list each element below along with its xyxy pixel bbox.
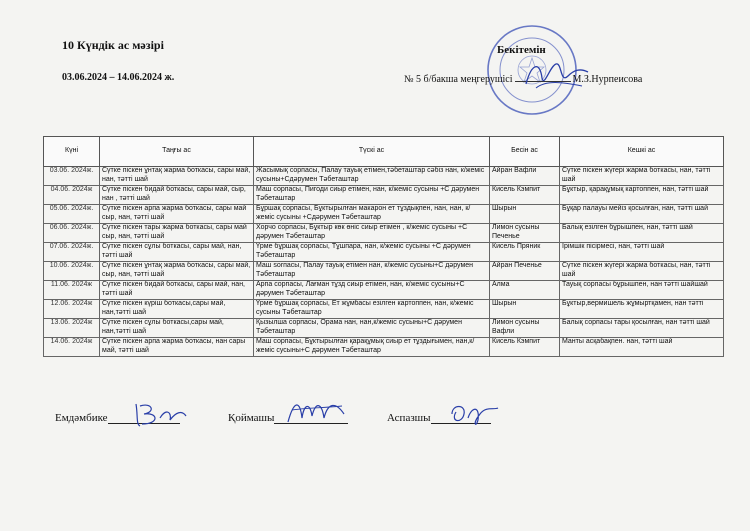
cell-day: 14.06. 2024ж — [44, 338, 100, 357]
cell-lunch: Хорчо сорпасы, Бұктыр көк өніс сиыр етімен , к/жеміс сусыны +С дәрумен Тәбеташтар — [254, 224, 490, 243]
cell-dinner: Балық езілген бұрышпен, нан, тәтті шай — [560, 224, 724, 243]
cell-day: 11.06. 2024ж — [44, 281, 100, 300]
storekeeper-signature — [284, 394, 348, 430]
table-row — [44, 319, 724, 338]
cell-breakfast: Сүтке піскен арпа жарма боткасы, сары май сыр, нан, тәтті шай — [100, 205, 254, 224]
cell-breakfast: Сүтке піскен сұлы боткасы,сары май, нан,тәтті шай — [100, 319, 254, 338]
cell-snack: Кисель Кэмпит — [490, 338, 560, 357]
table-row — [44, 300, 724, 319]
doctor-signature — [130, 398, 190, 430]
cell-day: 13.06. 2024ж — [44, 319, 100, 338]
cell-breakfast: Сүтке піскен бидай боткасы, сары май, сыр, нан , тәтті шай — [100, 186, 254, 205]
menu-date-range: 03.06.2024 – 14.06.2024 ж. — [62, 72, 175, 83]
table-row — [44, 281, 724, 300]
table-row — [44, 243, 724, 262]
cell-breakfast: Сүтке піскен тары жарма боткасы, сары май сыр, нан, тәтті шай — [100, 224, 254, 243]
cell-day: 10.06. 2024ж. — [44, 262, 100, 281]
cell-lunch: Жасымық сорпасы, Палау тауық етімен,тәбеташтар сәбіз нан, к/жеміс сусыны+Сдәрумен Тәбеташтар — [254, 167, 490, 186]
cell-snack: Айран Печенье — [490, 262, 560, 281]
cook-label: Аспазшы — [387, 412, 431, 424]
cell-day: 03.06. 2024ж. — [44, 167, 100, 186]
column-header-breakfast: Таңғы ас — [100, 137, 254, 167]
cell-breakfast: Сүтке піскен күріш боткасы,сары май, нан,тәтті шай — [100, 300, 254, 319]
cell-dinner: Бұктыр, қарақұмық картоппен, нан, тәтті шай — [560, 186, 724, 205]
column-header-snack: Бесін ас — [490, 137, 560, 167]
cell-dinner: Манты асқабақпен. нан, тәтті шай — [560, 338, 724, 357]
cell-day: 05.06. 2024ж. — [44, 205, 100, 224]
cell-dinner: Бұқар палауы мейіз қосылған, нан, тәтті шай — [560, 205, 724, 224]
cell-snack: Лимон сусыны Печенье — [490, 224, 560, 243]
column-header-dinner: Кешкі ас — [560, 137, 724, 167]
cell-snack: Айран Вафли — [490, 167, 560, 186]
cell-day: 04.06. 2024ж — [44, 186, 100, 205]
cell-breakfast: Сүтке піскен сұлы боткасы, сары май, нан, тәтті шай — [100, 243, 254, 262]
menu-table — [43, 136, 724, 357]
cell-snack: Кисель Кэмпит — [490, 186, 560, 205]
cell-dinner: Бұктыр,вермишель жұмыртқамен, нан тәтті — [560, 300, 724, 319]
table-row — [44, 205, 724, 224]
cell-dinner: Сүтке піскен жүгері жарма боткасы, нан, тәтті шай — [560, 262, 724, 281]
menu-title: 10 Күндік ас мәзірі — [62, 38, 164, 52]
cell-lunch: Үрме бұршақ сорпасы, Ет жұмбасы езілген картоппен, нан, к/жеміс сусыны Тәбеташтар — [254, 300, 490, 319]
doctor-label: Емдәмбике — [55, 412, 108, 424]
approver-position: № 5 б/бакша меңгерушісі — [404, 74, 513, 85]
table-row — [44, 167, 724, 186]
cell-lunch: Маш сорпасы, Пигоди сиыр етімен, нан, к/жеміс сусыны +С дәрумен Тәбеташтар — [254, 186, 490, 205]
cell-dinner: Сүтке піскен жүгері жарма боткасы, нан, тәтті шай — [560, 167, 724, 186]
column-header-lunch: Түскі ас — [254, 137, 490, 167]
table-row — [44, 338, 724, 357]
cell-lunch: Маш сорпасы, Бұктырылған қарақұмық сиыр ет тұздығымен, нан,к/жеміс сусыны+С дәрумен Тәбеташтар — [254, 338, 490, 357]
table-header-row — [44, 137, 724, 167]
cell-breakfast: Сүтке піскен ұнтақ жарма боткасы, сары май, нан, тәтті шай — [100, 167, 254, 186]
approver-signature — [522, 58, 592, 94]
cell-snack: Лимон сусыны Вафли — [490, 319, 560, 338]
cell-snack: Алма — [490, 281, 560, 300]
table-row — [44, 224, 724, 243]
table-row — [44, 262, 724, 281]
cell-lunch: Үрме бұршақ сорпасы, Тұшпара, нан, к/жеміс сусыны +С дәрумен Тәбеташтар — [254, 243, 490, 262]
cell-snack: Кисель Пряник — [490, 243, 560, 262]
cell-day: 07.06. 2024ж. — [44, 243, 100, 262]
menu-table-body — [44, 167, 724, 357]
table-row — [44, 186, 724, 205]
approved-label: Бекітемін — [497, 44, 546, 56]
cell-lunch: Бұршақ сорпасы, Бұктырылған макарон ет тұздықпен, нан, нан, к/жеміс сусыны +Сдәрумен Тәбеташтар — [254, 205, 490, 224]
cell-breakfast: Сүтке піскен ұнтақ жарма боткасы, сары май, сыр, нан, тәтті шай — [100, 262, 254, 281]
cell-breakfast: Сүтке піскен бидай боткасы, сары май, нан, тәтті шай — [100, 281, 254, 300]
cell-dinner: Тауық сорпасы бұрышпен, нан тәтті шайшай — [560, 281, 724, 300]
column-header-day: Күні — [44, 137, 100, 167]
cell-snack: Шырын — [490, 205, 560, 224]
cell-dinner: Балық сорпасы тары қосылған, нан тәтті шай — [560, 319, 724, 338]
cell-day: 12.06. 2024ж — [44, 300, 100, 319]
cell-lunch: Қызылша сорпасы, Орама нан, нан,к/жеміс сусыны+С дәрумен Тәбеташтар — [254, 319, 490, 338]
storekeeper-label: Қоймашы — [228, 412, 275, 424]
cook-signature — [446, 400, 502, 430]
cell-lunch: Арпа сорпасы, Лағман тұзд сиыр етімен, нан, к/жеміс сусыны+С дәрумен Тәбеташтар — [254, 281, 490, 300]
cell-dinner: Ірімшік пісірмесі, нан, тәтті шай — [560, 243, 724, 262]
cell-snack: Шырын — [490, 300, 560, 319]
cell-day: 06.06. 2024ж. — [44, 224, 100, 243]
approver-name: М.З.Нурпеисова — [572, 74, 643, 85]
cell-breakfast: Сүтке піскен арпа жарма боткасы, нан сары май, тәтті шай — [100, 338, 254, 357]
cell-lunch: Маш sorпасы, Палау тауық етімен нан, к/жеміс сусыны+С дәрумен Тәбеташтар — [254, 262, 490, 281]
